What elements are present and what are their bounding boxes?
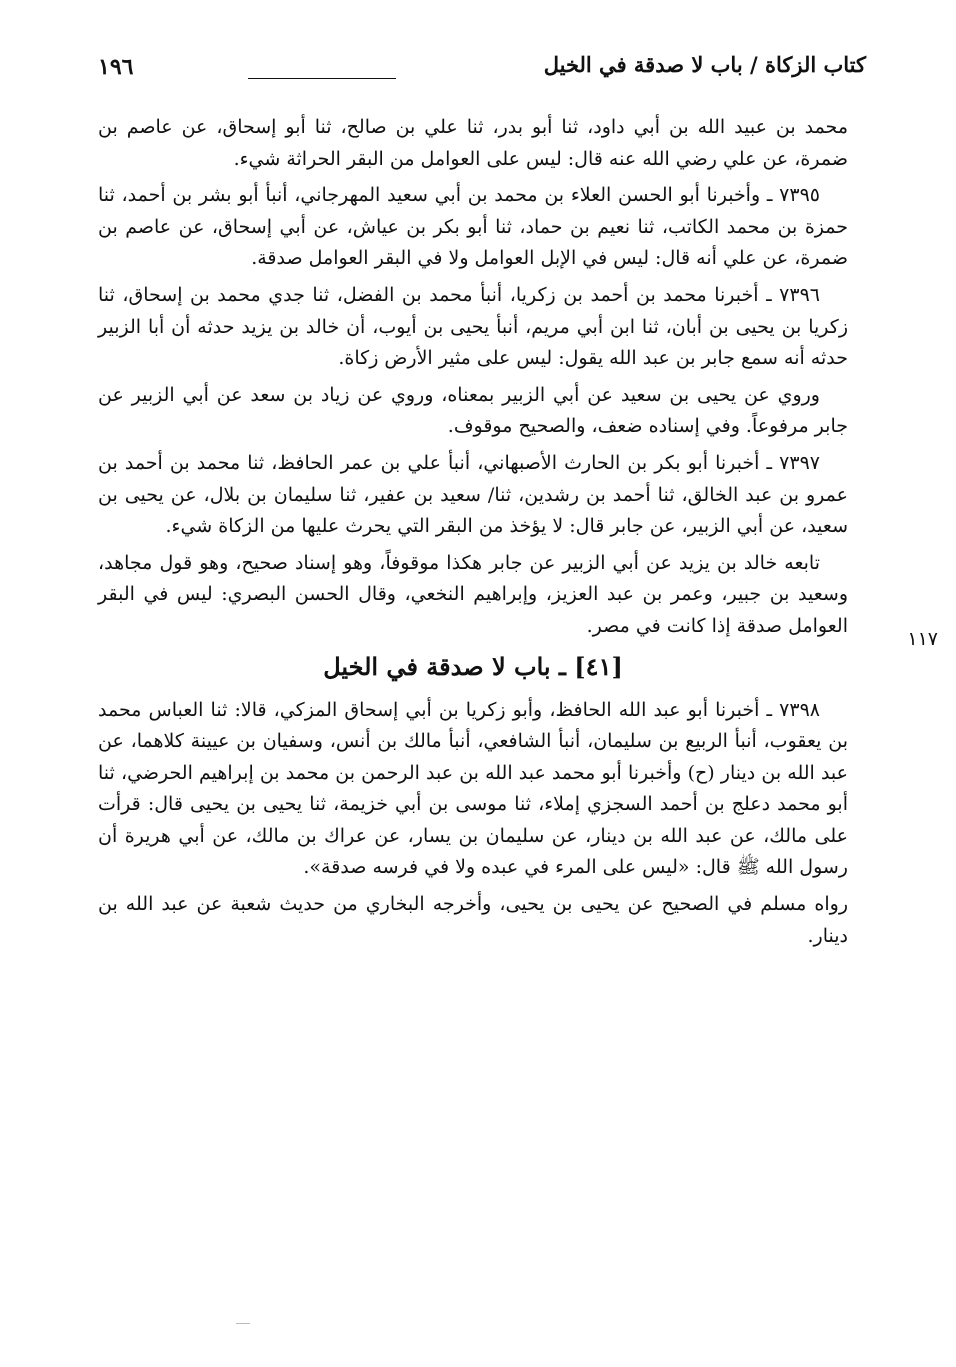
hadith-7396: ٧٣٩٦ ـ أخبرنا محمد بن أحمد بن زكريا، أنبأ محمد بن الفضل، ثنا جدي محمد بن إسحاق، ثنا زكريا بن يحيى بن أبان، ثنا ابن أبي مريم، أنبأ يحيى بن أيوب، أن خالد بن يزيد حدثه أن أبا الزبير حدثه أنه سمع جابر بن عبد الله يقول: ليس على مثير الأرض زكاة. [98,283,848,370]
page-number: ١٩٦ [98,54,134,80]
commentary-paragraph: رواه مسلم في الصحيح عن يحيى بن يحيى، وأخرجه البخاري من حديث شعبة عن عبد الله بن دينار. [98,893,848,947]
hadith-7395: ٧٣٩٥ ـ وأخبرنا أبو الحسن العلاء بن محمد بن أبي سعيد المهرجاني، أنبأ أبو بشر بن أحمد، ثنا حمزة بن محمد الكاتب، ثنا نعيم بن حماد، ثنا أبو بكر بن عياش، عن أبي إسحاق، عن عاصم بن ضمرة، عن علي أنه قال: ليس في الإبل العوامل ولا في البقر العوامل صدقة. [98,184,848,270]
section-heading: [٤١] ـ باب لا صدقة في الخيل [323,651,623,681]
hadith-7398: ٧٣٩٨ ـ أخبرنا أبو عبد الله الحافظ، وأبو زكريا بن أبي إسحاق المزكي، قالا: ثنا العباس محمد بن يعقوب، أنبأ الربيع بن سليمان، أنبأ الشافعي، أنبأ مالك بن أنس، وسفيان بن عيينة كلاهما، عن عبد الله بن دينار (ح) وأخبرنا أبو محمد عبد الله بن عبد الرحمن بن محمد بن إبراهيم الحرضي، ثنا أبو محمد دعلج بن أحمد السجزي إملاء، ثنا موسى بن أبي خزيمة، ثنا يحيى بن يحيى قال: قرأت على مالك، عن عبد الله بن دينار، عن سليمان بن يسار، عن عراك بن مالك، عن أبي هريرة أن رسول الله ﷺ قال: «ليس على المرء في عبده ولا في فرسه صدقة». [98,698,848,879]
margin-volume-page-note: ١١٧ [907,628,938,650]
commentary-paragraph: تابعه خالد بن يزيد عن أبي الزبير عن جابر هكذا موقوفاً، وهو إسناد صحيح، وهو قول مجاهد، وسعيد بن جبير، وعمر بن عبد العزيز، وإبراهيم النخعي، وقال الحسن البصري: ليس في البقر العوامل صدقة إذا كانت في مصر. [98,551,848,637]
hadith-7397: ٧٣٩٧ ـ أخبرنا أبو بكر بن الحارث الأصبهاني، أنبأ علي بن عمر الحافظ، ثنا محمد بن أحمد بن عمرو بن عبد الخالق، ثنا أحمد بن رشدين، ثنا/ سعيد بن عفير، ثنا سليمان بن بلال، عن يحيى بن سعيد، عن أبي الزبير، عن جابر قال: لا يؤخذ من البقر التي يحرث عليها من الزكاة شيء. [98,451,848,538]
running-header [98,52,866,96]
scan-mark [236,1323,250,1324]
commentary-paragraph: وروي عن يحيى بن سعيد عن أبي الزبير بمعناه، وروي عن زياد بن سعد عن أبي الزبير عن جابر مرفوعاً. وفي إسناده ضعف، والصحيح موقوف. [98,383,848,438]
paragraph-continuation: محمد بن عبيد الله بن أبي داود، ثنا أبو بدر، ثنا علي بن صالح، ثنا أبو إسحاق، عن عاصم بن ضمرة، عن علي رضي الله عنه قال: ليس على العوامل من البقر الحراثة شيء. [98,116,848,170]
main-text [98,112,848,957]
header-title: كتاب الزكاة / باب لا صدقة في الخيل [543,52,866,77]
header-rule [248,78,396,79]
